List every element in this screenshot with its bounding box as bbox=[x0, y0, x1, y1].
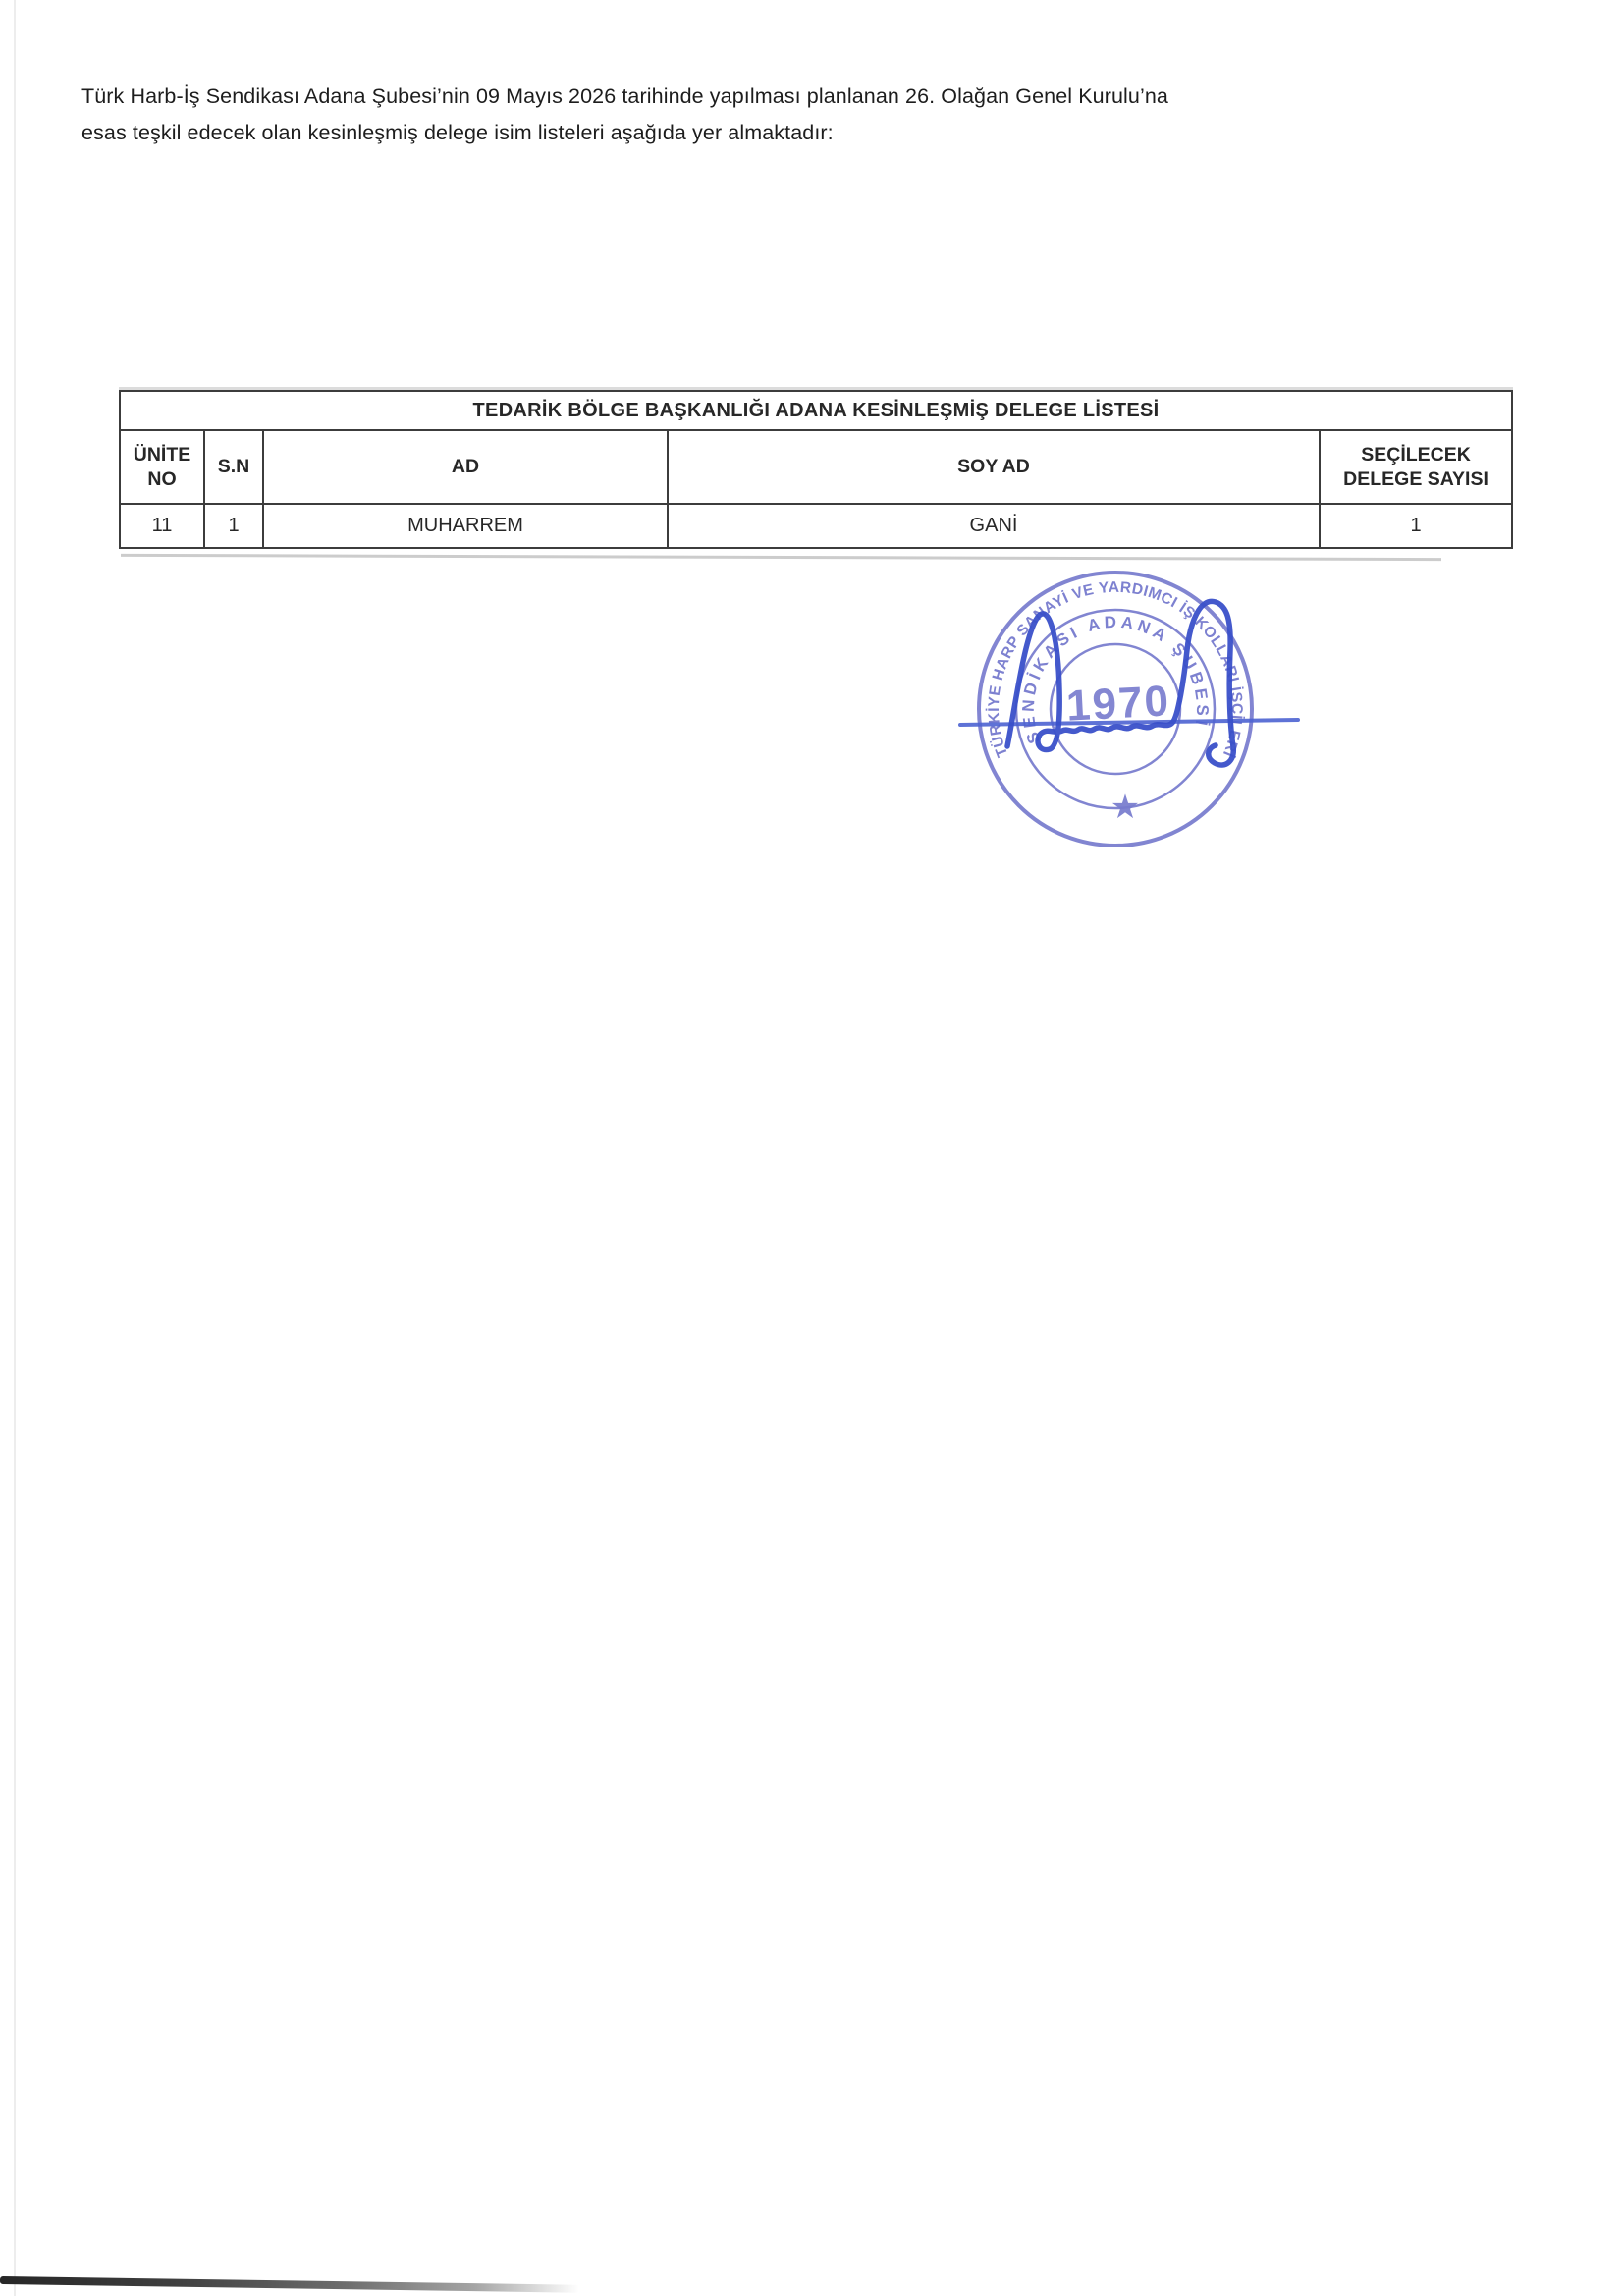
column-header-ad: AD bbox=[263, 430, 668, 504]
cell-sn: 1 bbox=[204, 504, 263, 548]
bottom-scan-artifact-mark bbox=[0, 2276, 579, 2293]
star-icon: ★ bbox=[1109, 789, 1141, 826]
column-header-secilecek: SEÇİLECEK DELEGE SAYISI bbox=[1320, 430, 1512, 504]
cell-ad: MUHARREM bbox=[263, 504, 668, 548]
table-title: TEDARİK BÖLGE BAŞKANLIĞI ADANA KESİNLEŞMİŞ DELEGE LİSTESİ bbox=[120, 391, 1512, 430]
union-stamp bbox=[933, 560, 1325, 864]
cell-soyad: GANİ bbox=[668, 504, 1320, 548]
column-header-unit-no: ÜNİTE NO bbox=[120, 430, 204, 504]
column-header-soyad: SOY AD bbox=[668, 430, 1320, 504]
intro-line-1: Türk Harb-İş Sendikası Adana Şubesi’nin 09 Mayıs 2026 tarihinde yapılması planlanan 26. Olağan Genel Kurulu’na bbox=[81, 84, 1168, 108]
cell-unit-no: 11 bbox=[120, 504, 204, 548]
stamp-inner-ring-text: SENDİKASI ADANA ŞUBESİ bbox=[1018, 612, 1213, 746]
column-header-sn: S.N bbox=[204, 430, 263, 504]
delegate-table bbox=[119, 390, 1513, 549]
intro-paragraph bbox=[81, 79, 1319, 151]
stamp-year: 1970 bbox=[1064, 677, 1172, 731]
table-title-row bbox=[120, 391, 1512, 430]
cell-secilecek: 1 bbox=[1320, 504, 1512, 548]
table-header-row bbox=[120, 430, 1512, 504]
intro-line-2: esas teşkil edecek olan kesinleşmiş delege isim listeleri aşağıda yer almaktadır: bbox=[81, 121, 834, 144]
table-row bbox=[120, 504, 1512, 548]
left-scan-artifact-line bbox=[14, 0, 16, 2296]
stamp-outer-ring-text: TÜRKİYE HARP SANAYİ VE YARDIMCI İŞ KOLLARI İŞÇİLERİ bbox=[985, 578, 1246, 760]
